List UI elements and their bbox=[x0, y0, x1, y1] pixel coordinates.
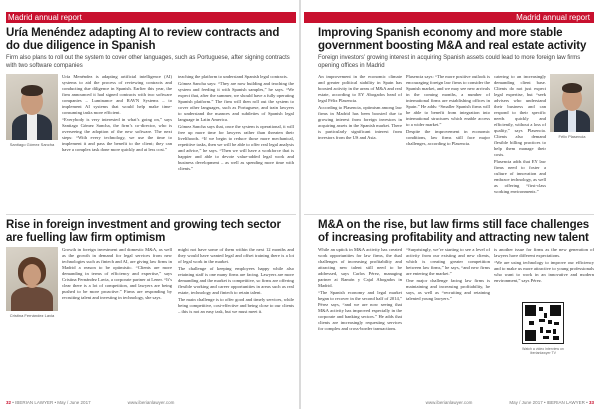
article-column-3 bbox=[494, 247, 594, 299]
paragraph: Gómez Sancha says: “They are now building and teaching the system and feeding it with Spanish samples,” he says. “We expect that, after the summer, we should have a fully operating Spanish platform.” The firm will then roll out the system to cover other languages, such as Portuguese, and train lawyers to understand the nuances and subtleties of Spanish legal language in Latin America. bbox=[178, 81, 294, 122]
paragraph: “We are using technology to improve our efficiency and to make us more attractive to young professionals who want to work in an innovative and modern environment,” says Pérez. bbox=[494, 260, 594, 283]
qr-caption: Watch a video interview on iberianlawyer TV bbox=[522, 347, 564, 355]
publication-name: IBERIAN LAWYER bbox=[546, 400, 585, 405]
paragraph: is another issue for firms as the new generation of lawyers have different expectations. bbox=[494, 247, 594, 258]
issue-date: May / June 2017 bbox=[509, 400, 543, 405]
publication-name: IBERIAN LAWYER bbox=[15, 400, 54, 405]
article-column-2 bbox=[406, 74, 490, 209]
divider bbox=[6, 214, 296, 215]
paragraph: catering to an increasingly demanding client base. Clients do not just expect legal expertise, but “seek advisers who understand their business and can respond to their specific needs quickly and efficiently, without a loss of quality,” says Plasencia. Clients also demand flexible billing practices to help them manage their costs. bbox=[494, 74, 546, 157]
article-column-2 bbox=[178, 74, 294, 209]
section-label: Madrid annual report bbox=[516, 13, 590, 22]
photo-caption: Cristina Fernández Lavia bbox=[9, 313, 55, 318]
paragraph: Gómez Sancha says that, once the system is operational, it will free up more time for lawyers rather than threaten their livelihoods. “If we begin to reduce those more mechanical, repetitive tasks, then we will be able to offer real legal analysis and advice,” he says. “Then we will have a workforce that is happier and able to devote value-added legal work and business development – as well as spending more time with clients.” bbox=[178, 124, 294, 171]
author-photo bbox=[6, 247, 58, 311]
article-column-3 bbox=[494, 74, 546, 209]
author-photo bbox=[550, 74, 594, 132]
paragraph: One major challenge facing law firms is maintaining and increasing profitability, he says, as well as “recruiting and retaining talented young lawyers.” bbox=[406, 278, 490, 301]
article-column-1 bbox=[62, 74, 172, 209]
author-photo bbox=[6, 74, 58, 140]
article-standfirst: Foreign investors’ growing interest in acquiring Spanish assets could lead to more foreign law firms opening offices in Madrid bbox=[318, 55, 581, 69]
paragraph: Despite the improvement in economic conditions, law firms still face major challenges, according to Plasencia. bbox=[406, 129, 490, 146]
website-link[interactable]: www.iberianlawyer.com bbox=[425, 400, 473, 405]
section-bar bbox=[6, 12, 296, 23]
right-page bbox=[300, 0, 600, 409]
article-standfirst: Firm also plans to roll out the system to cover other languages, such as Portuguese, after signing contracts with two software companies bbox=[6, 55, 290, 69]
paragraph: The challenge of keeping employees happy while also retaining staff is one many firms are facing. Lawyers are more demanding and the market is competitive, so firms are offering flexible working and career opportunities in areas such as real estate, technology and fintech to retain talent. bbox=[178, 266, 294, 295]
paragraph: While an uptick in M&A activity has created work opportunities for law firms, the dual challenges of increasing profitability and attracting new talent still need to be addressed, says Carlos Pérez, managing partner at Ramón y Cajal Abogados in Madrid. bbox=[318, 247, 402, 288]
paragraph: teaching the platform to understand Spanish legal contracts. bbox=[178, 74, 288, 79]
paragraph: “Surprisingly, we’re starting to see a level of activity from our existing and new clients, which is creating greater competition between law firms,” he says, “and new firms are entering the market.” bbox=[406, 247, 490, 276]
article-column-1 bbox=[318, 247, 402, 395]
issue-date: May / June 2017 bbox=[57, 400, 91, 405]
paragraph: According to Plasencia, optimism among law firms in Madrid has been boosted due to growing interest from foreign investors in acquiring assets in the Spanish market. There is particularly significant interest from investors from the US and Asia. bbox=[318, 105, 402, 140]
article-headline: M&A on the rise, but law firms still face challenges of increasing profitability and attracting new talent bbox=[318, 219, 590, 244]
page-footer: www.iberianlawyer.com May / June 2017 • IBERIAN LAWYER • 33 bbox=[304, 398, 594, 407]
paragraph: Plasencia says: “The more positive outlook is encouraging foreign law firms to consider the Spanish market, and we may see new arrivals in the coming months, a number of international firms are establishing offices in Spain.” He adds: “Smaller Spanish firms will be able to benefit from integration into international structures which enable access to a wider market.” bbox=[406, 74, 490, 127]
page-number: 33 bbox=[588, 400, 594, 405]
section-label: Madrid annual report bbox=[8, 13, 82, 22]
section-bar bbox=[304, 12, 594, 23]
photo-caption: Félix Plasencia bbox=[558, 134, 586, 139]
article-headline: Rise in foreign investment and growing tech sector are fuelling law firm optimism bbox=[6, 219, 281, 244]
photo-caption: Santiago Gómez Sancha bbox=[9, 142, 55, 147]
page-number: 32 bbox=[6, 400, 12, 405]
paragraph: “The Spanish economy and legal market began to recover in the second half of 2014,” Pérez says, “and we are now seeing that M&A activity has improved especially in the corporate and banking sectors.” He adds that clients are increasingly requesting services for complex and cross-border transactions. bbox=[318, 290, 402, 331]
paragraph: An improvement in the economic climate and greater political stability in Spain has boosted activity in the areas of M&A and real estate, according to EY Abogados head of legal Félix Plasencia. bbox=[318, 74, 402, 103]
paragraph: Uría Menéndez is adapting artificial intelligence (AI) systems to aid the process of reviewing contracts and conducting due diligence in Spanish. Earlier this year, the firm announced it had signed contracts with two software companies – Luminance and RAVN Systems – to implement AI systems that would help make time-consuming tasks more efficient. bbox=[62, 74, 172, 115]
qr-code[interactable] bbox=[522, 302, 564, 344]
paragraph: The main challenge is to offer good and timely services, while being competitive, cost-effective and being close to our clients – this is not an easy task, but we must meet it. bbox=[178, 297, 294, 314]
article-column-2 bbox=[178, 247, 294, 395]
article-headline: Improving Spanish economy and more stable government boosting M&A and real estate activity bbox=[318, 27, 587, 52]
article-column-1 bbox=[318, 74, 402, 209]
website-link[interactable]: www.iberianlawyer.com bbox=[127, 400, 175, 405]
paragraph: Plasencia adds that EY law firms need to foster a culture of innovation and embrace technology, as well as offering “first-class working environments.” bbox=[494, 159, 546, 194]
paragraph: might not have some of them within the next 12 months and they would have wanted legal and offset training there is a lot of legal work in the market. bbox=[178, 247, 294, 264]
divider bbox=[304, 214, 594, 215]
page-footer: 32 • IBERIAN LAWYER • May / June 2017 www.iberianlawyer.com bbox=[6, 398, 296, 407]
paragraph: “Everybody is very interested in what’s going on,” says Santiago Gómez Sancha, the firm’s co-director, who is overseeing the adoption of the new software. The next steps: “With every technology, we use the time to implement it and pass the benefit to the client; they can have a complex task done more quickly and at less cost.” bbox=[62, 117, 172, 152]
article-column-2 bbox=[406, 247, 490, 395]
paragraph: Growth in foreign investment and domestic M&A, as well as the growth in demand for legal services from new technologies such as fintech and AI, are giving law firms in Madrid a reason to be optimistic. “Clients are more demanding in terms of efficiency and expertise,” says Cristina Fernández Lavia, a corporate partner at Lener. “It’s clear there is a lot of competition, and lawyers are being pushed to be more proactive.” Firms are responding by recruiting talent and investing in technology, she says. bbox=[62, 247, 172, 300]
article-column-1 bbox=[62, 247, 172, 395]
article-headline: Uría Menéndez adapting AI to review contracts and do due diligence in Spanish bbox=[6, 27, 280, 52]
